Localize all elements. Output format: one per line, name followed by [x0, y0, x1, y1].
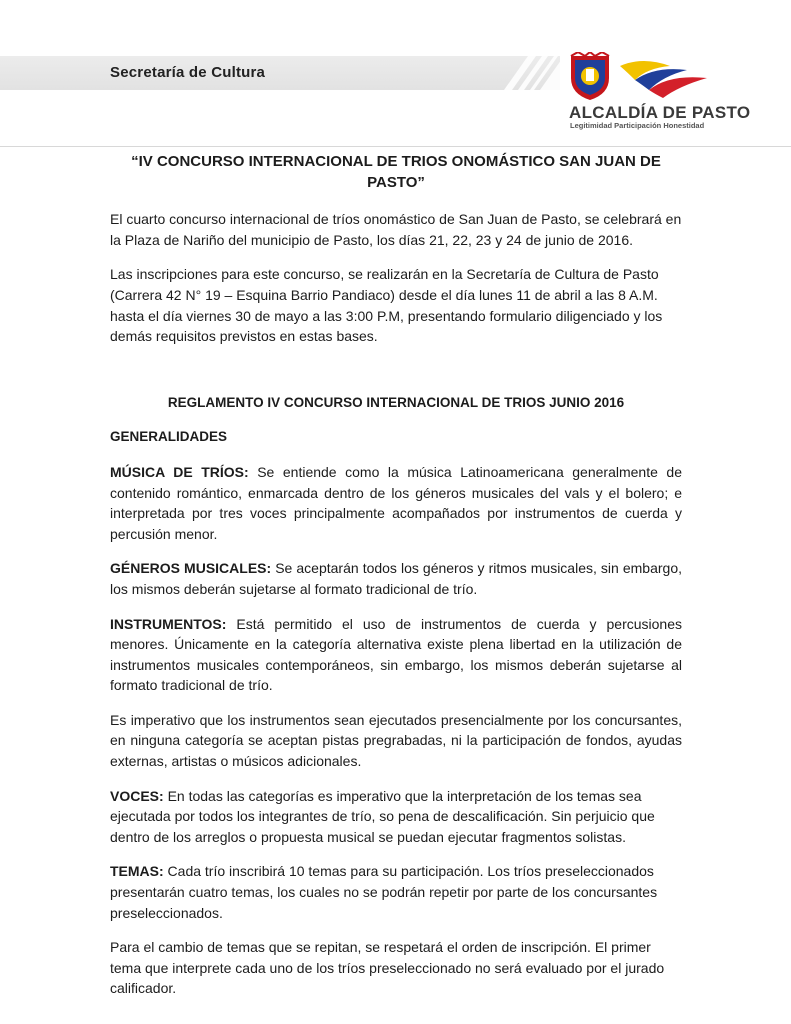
musica-trios-paragraph [110, 462, 682, 544]
rules-heading: REGLAMENTO IV CONCURSO INTERNACIONAL DE TRIOS JUNIO 2016 [167, 394, 625, 410]
temas-paragraph [110, 861, 682, 923]
generalities-heading: GENERALIDADES [110, 429, 228, 445]
instrumentos-paragraph [110, 614, 682, 696]
intro-paragraph-2: Las inscripciones para este concurso, se realizarán en la Secretaría de Cultura de Pasto (Carrera 42 N° 19 – Esquina Barrio Pandiaco) desde el día lunes 11 de abril a las 8 A.M. hasta el día viernes 30 de mayo a las 3:00 P.M, presentando formulario diligenciado y los demás requisitos previstos en estas bases. [110, 266, 663, 345]
generos-musicales-paragraph [110, 558, 682, 599]
imperativo-paragraph: Es imperativo que los instrumentos sean ejecutados presencialmente por los concursantes, en ninguna categoría se aceptan pistas pregrabadas, ni la participación de fondos, ayudas externas, artistas o músicos adicionales. [110, 711, 682, 770]
header-band [0, 56, 560, 90]
musica-trios-text: Se entiende como la música Latinoamericana generalmente de contenido romántico, enmarcada dentro de los géneros musicales del vals y el bolero; e interpretada por tres voces principalmente acompañados por instrumentos de cuerda y percusión menor. [110, 463, 682, 542]
document-title: “IV CONCURSO INTERNACIONAL DE TRIOS ONOMÁSTICO SAN JUAN DE PASTO” [131, 153, 661, 191]
temas-label: TEMAS: [110, 863, 164, 880]
section-title: Secretaría de Cultura [110, 64, 266, 81]
voces-label: VOCES: [110, 787, 164, 804]
header-divider [0, 146, 791, 147]
generos-musicales-text: Se aceptarán todos los géneros y ritmos musicales, sin embargo, los mismos deberán sujetarse al formato tradicional de trío. [110, 560, 683, 597]
document-body [110, 152, 682, 1013]
voces-text: En todas las categorías es imperativo que la interpretación de los temas sea ejecutada por todos los integrantes de trío, so pena de descalificación. Sin perjuicio que dentro de los arreglos o propuesta musical se puedan ejecutar fragmentos solistas. [110, 787, 655, 845]
flag-wing-icon [620, 61, 707, 98]
musica-trios-label: MÚSICA DE TRÍOS: [110, 463, 249, 480]
intro-paragraph-1: El cuarto concurso internacional de tríos onomástico de San Juan de Pasto, se celebrará en la Plaza de Nariño del municipio de Pasto, los días 21, 22, 23 y 24 de junio de 2016. [110, 211, 682, 248]
logo-name: ALCALDÍA DE PASTO [569, 103, 751, 122]
voces-paragraph [110, 786, 682, 848]
instrumentos-label: INSTRUMENTOS: [110, 615, 227, 632]
generos-musicales-label: GÉNEROS MUSICALES: [110, 560, 272, 577]
instrumentos-text: Está permitido el uso de instrumentos de cuerda y percusiones menores. Únicamente en la categoría alternativa existe plena libertad en la utilización de instrumentos musicales contemporáneos, sin embargo, los mismos deberán sujetarse al formato tradicional de trío. [110, 615, 682, 694]
shield-icon [571, 52, 609, 100]
header-stripes-decoration [490, 56, 570, 90]
temas-text: Cada trío inscribirá 10 temas para su participación. Los tríos preseleccionados presentarán cuatro temas, los cuales no se podrán repetir por parte de los concursantes preseleccionados. [110, 863, 658, 921]
cambio-temas-paragraph: Para el cambio de temas que se repitan, se respetará el orden de inscripción. El primer tema que interprete cada uno de los tríos preseleccionado no será evaluado por el jurado calificador. [110, 939, 665, 997]
logo-slogan: Legitimidad Participación Honestidad [570, 121, 705, 130]
